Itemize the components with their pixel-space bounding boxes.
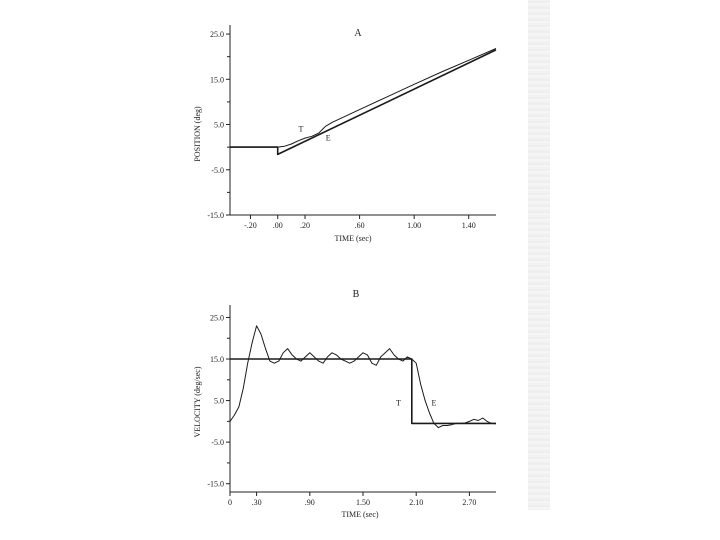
panel-a-ylabel: POSITION (deg) [193,106,202,162]
b-x-tick-label: .30 [251,498,262,507]
a-x-tick-label: -.20 [244,221,257,230]
b-y-tick-label: -15.0 [207,479,224,489]
b-x-tick-label: .90 [304,498,315,507]
b-x-tick-label: 0 [228,498,232,507]
a-y-tick-label: 15.0 [210,75,224,85]
a-y-tick-label: 25.0 [210,30,224,40]
b-annotation-e: E [431,398,437,408]
b-x-tick-label: 2.10 [409,498,424,507]
a-series-e-line [230,49,496,148]
b-series-e-line [230,326,496,428]
b-series-t-line [230,359,496,423]
panel-a-y-ticks [207,30,230,220]
a-annotation-t: T [298,124,304,134]
a-x-tick-label: .20 [300,221,311,230]
panel-a [193,25,496,243]
b-annotation-t: T [396,398,401,408]
a-annotation-e: E [325,133,331,143]
panel-b-series [230,326,496,428]
a-x-tick-label: .00 [272,221,283,230]
b-y-tick-label: 25.0 [210,313,224,323]
a-x-tick-label: 1.40 [461,221,476,230]
b-y-tick-label: -5.0 [211,438,224,448]
a-y-tick-label: -5.0 [211,165,224,175]
panel-a-x-ticks [244,215,476,230]
panel-a-title: A [354,28,362,39]
b-y-tick-label: 5.0 [214,396,224,406]
panel-a-axes [230,25,496,215]
panel-b-xlabel: TIME (sec) [341,510,379,519]
panel-b-axes [230,305,496,492]
b-x-tick-label: 2.70 [462,498,477,507]
panel-a-xlabel: TIME (sec) [334,234,372,243]
panel-b-title: B [352,289,360,300]
a-x-tick-label: 1.00 [407,221,422,230]
a-y-tick-label: -15.0 [207,211,224,220]
panel-a-series [230,49,496,155]
panel-b-ylabel: VELOCITY (deg/sec) [193,366,202,438]
a-y-tick-label: 5.0 [214,120,224,130]
panel-b-y-ticks [207,313,230,488]
b-x-tick-label: 1.50 [356,498,370,507]
panel-b-annotations [396,399,436,408]
panel-b-x-ticks [228,492,476,507]
panel-a-annotations [298,124,330,142]
panel-b [193,289,496,519]
b-y-tick-label: 15.0 [210,355,224,365]
a-x-tick-label: .60 [354,221,365,230]
